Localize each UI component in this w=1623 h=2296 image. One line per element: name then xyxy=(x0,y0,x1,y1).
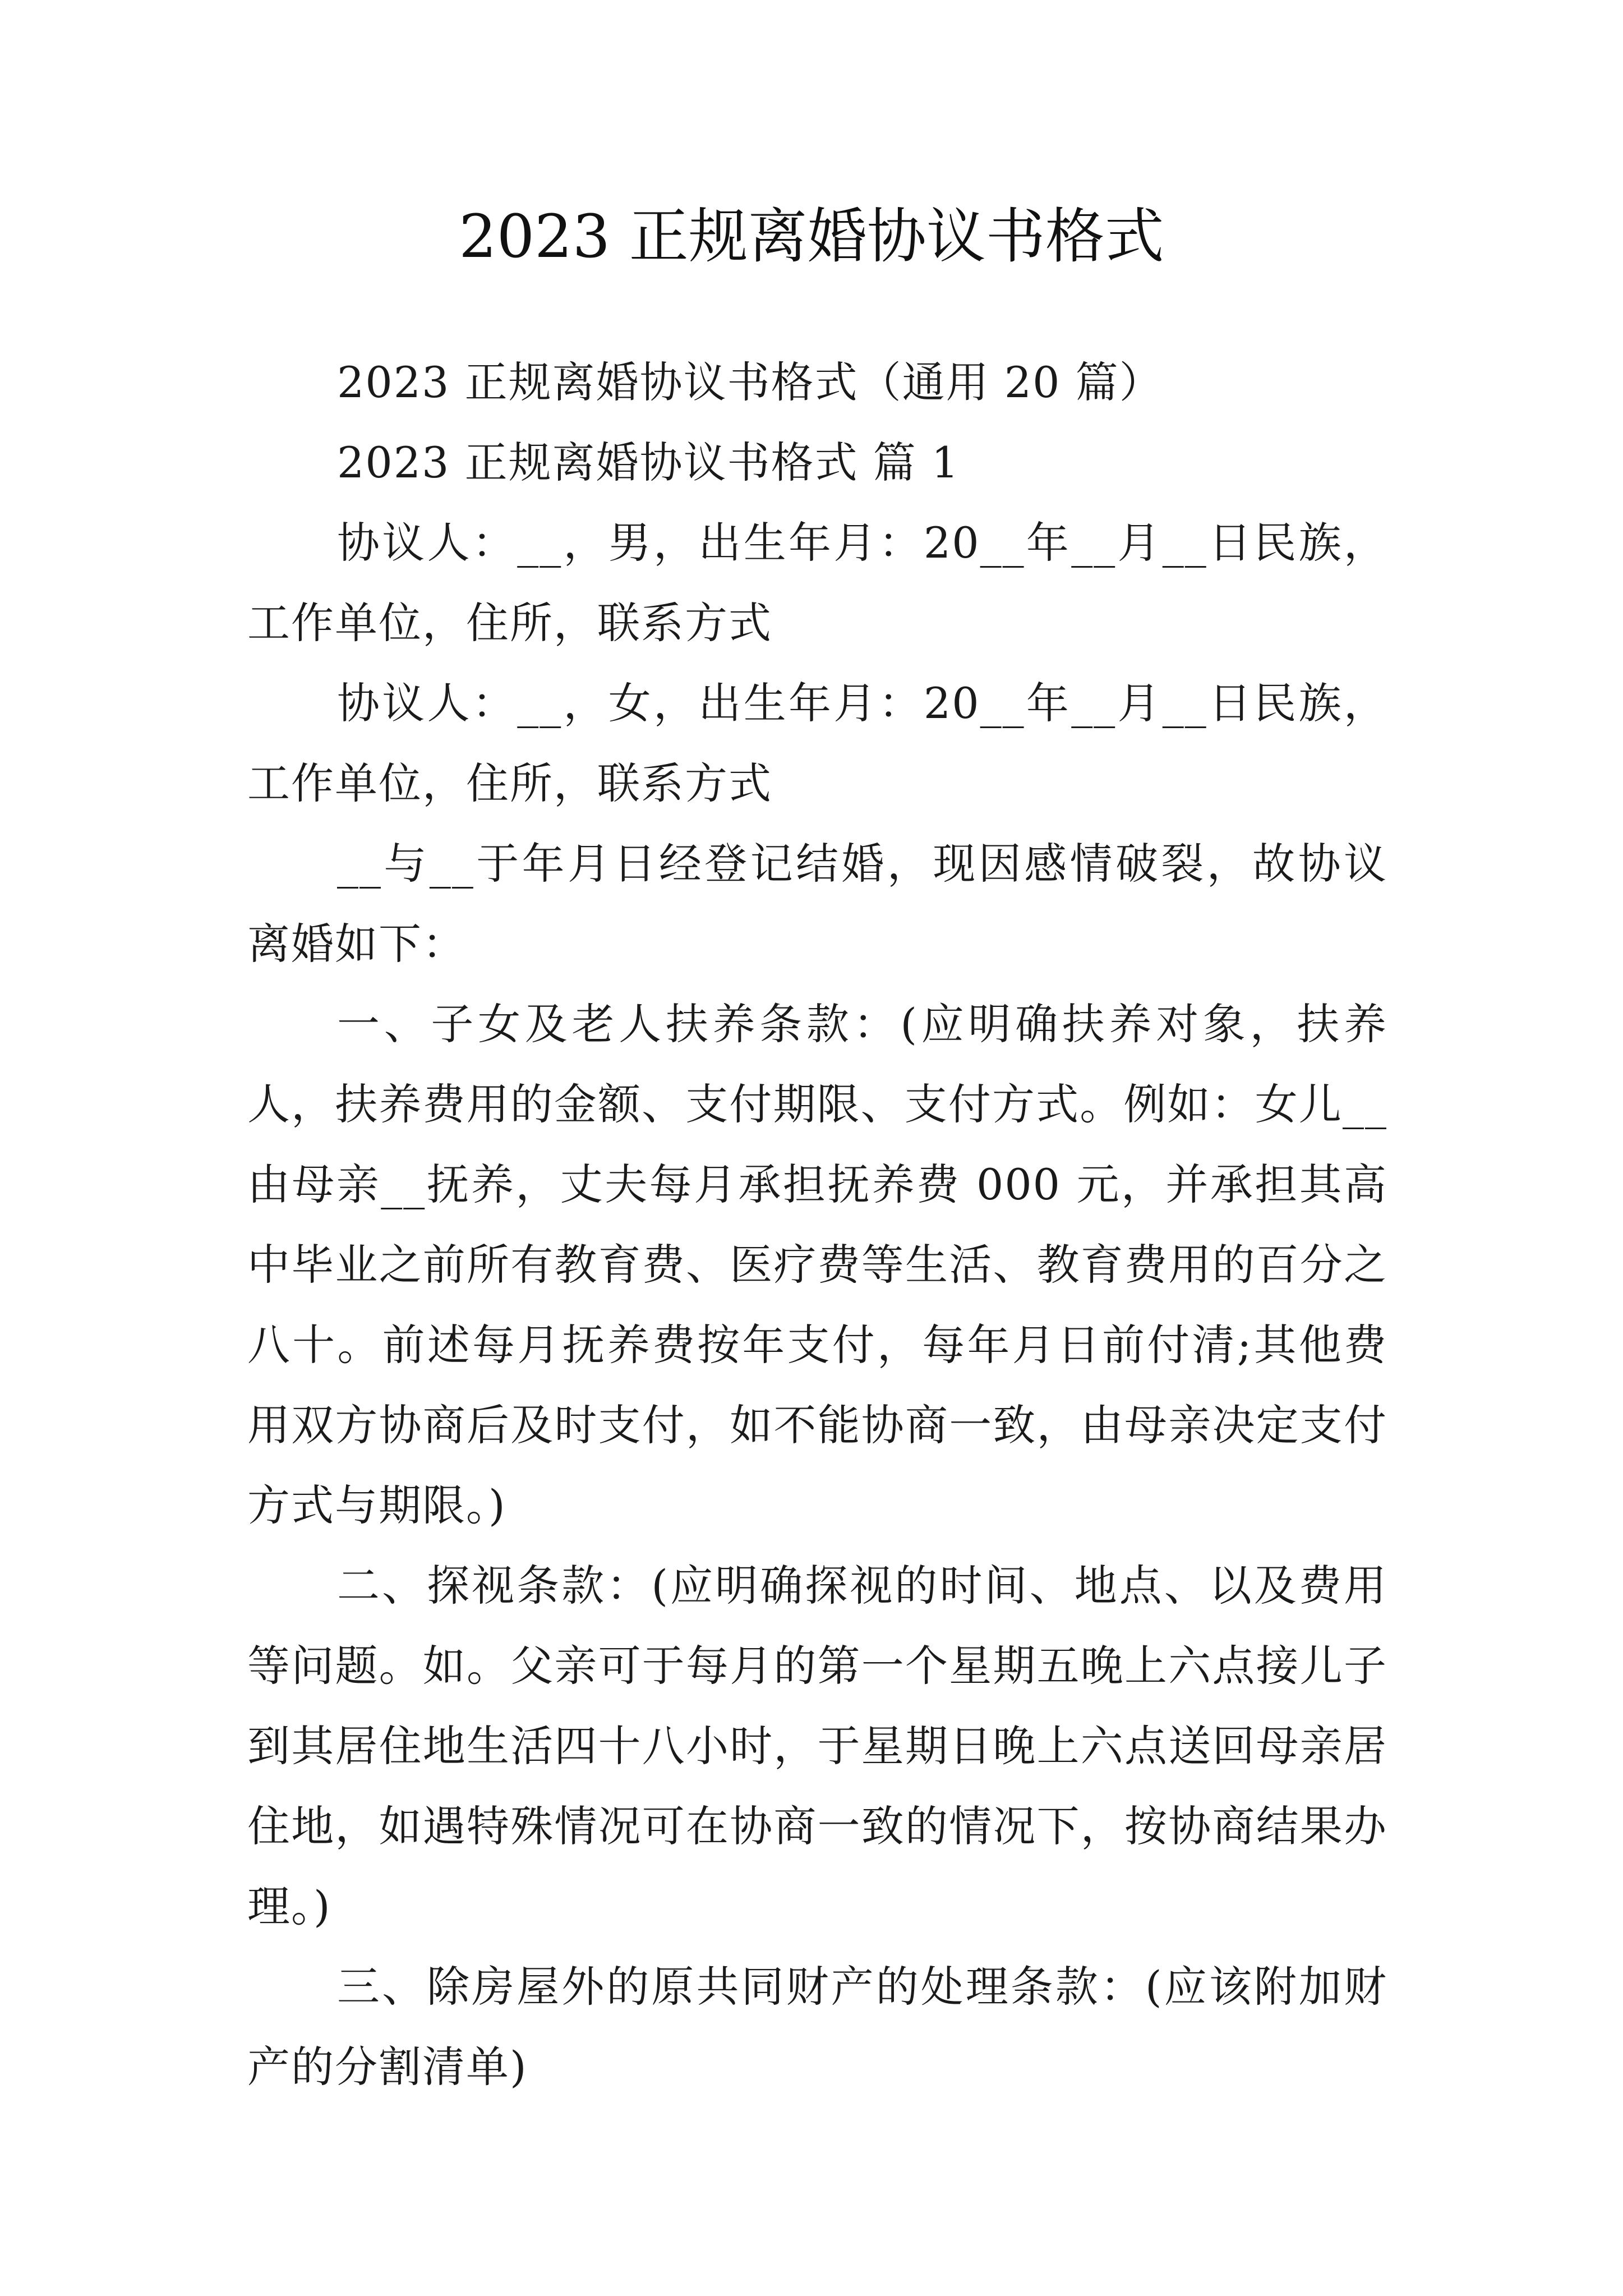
paragraph-collection-title: 2023 正规离婚协议书格式（通用 20 篇） xyxy=(337,357,1163,407)
paragraph-clause-support: 一、子女及老人扶养条款：(应明确扶养对象，扶养人，扶养费用的金额、支付期限、支付方式。例如：女儿__由母亲__抚养，丈夫每月承担抚养费 000 元，并承担其高中毕业之前所有教育费、医疗费等生活、教育费用的百分之八十。前述每月抚养费按年支付，每年月日前付清;其他费用双方协商后及时支付，如不能协商一致，由母亲决定支付方式与期限。) xyxy=(247,999,1387,1530)
document-title: 2023 正规离婚协议书格式 xyxy=(459,202,1164,271)
paragraph-clause-visitation: 二、探视条款：(应明确探视的时间、地点、以及费用等问题。如。父亲可于每月的第一个星期五晚上六点接儿子到其居住地生活四十八小时，于星期日晚上六点送回母亲居住地，如遇特殊情况可在协商一致的情况下，按协商结果办理。) xyxy=(247,1561,1387,1931)
paragraph-party-male: 协议人：__，男，出生年月：20__年__月__日民族，工作单位，住所，联系方式 xyxy=(247,518,1387,648)
paragraph-party-female: 协议人：__，女，出生年月：20__年__月__日民族，工作单位，住所，联系方式 xyxy=(247,678,1387,808)
paragraph-article-heading: 2023 正规离婚协议书格式 篇 1 xyxy=(337,438,960,487)
document-body xyxy=(247,342,1387,2107)
paragraph-clause-property: 三、除房屋外的原共同财产的处理条款：(应该附加财产的分割清单) xyxy=(247,1962,1387,2092)
paragraph-preamble: __与__于年月日经登记结婚，现因感情破裂，故协议离婚如下： xyxy=(247,839,1387,969)
